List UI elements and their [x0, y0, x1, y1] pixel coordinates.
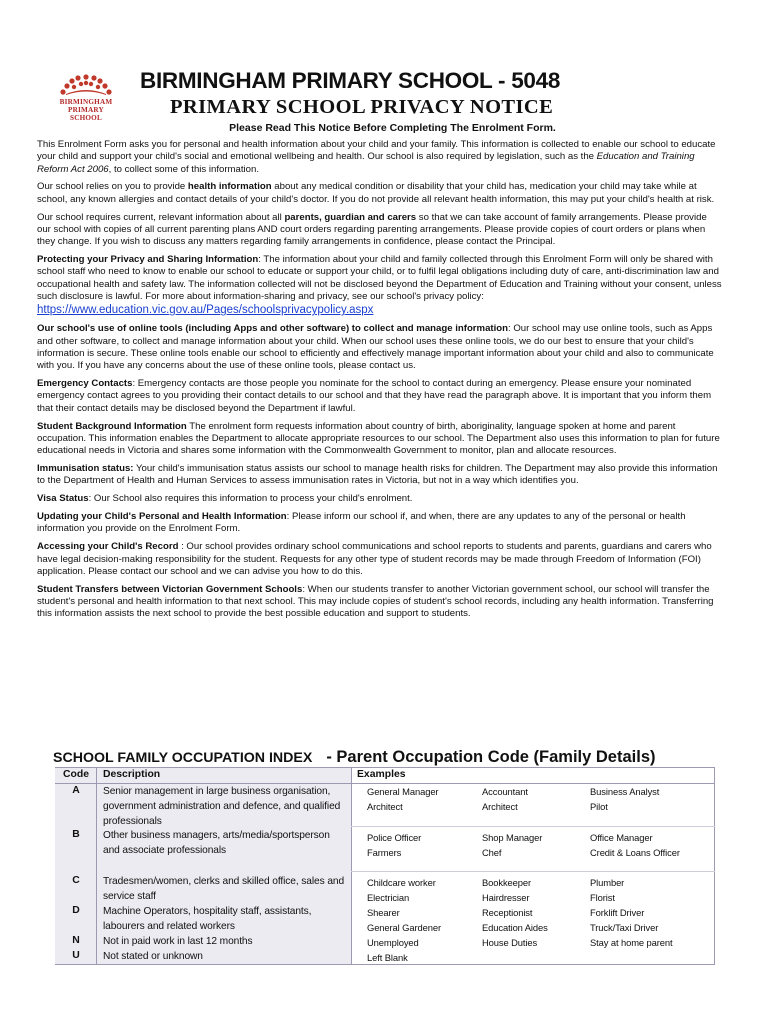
- example: Farmers: [367, 847, 402, 858]
- example: Architect: [367, 801, 403, 812]
- example: Education Aides: [482, 922, 548, 933]
- example: Florist: [590, 892, 615, 903]
- example: Bookkeeper: [482, 877, 532, 888]
- crown-emblem-icon: [58, 74, 114, 96]
- privacy-policy-link[interactable]: https://www.education.vic.gov.au/Pages/schoolsprivacypolicy.aspx: [37, 304, 374, 317]
- example: House Duties: [482, 937, 538, 948]
- online-tools-paragraph: Our school's use of online tools (including Apps and other software) to collect and manage information: Our school may use online tools, such as Apps and other software, to collect and manage information about your child. When our school uses these online tools, we do our best to ensure that your child's information is secure. These online tools enable our school to efficiently and effectively manage important information about your child and also to communicate with you. If you have any concerns about the use of these online tools, please contact us.: [37, 323, 714, 372]
- row-description: Tradesmen/women, clerks and skilled office, sales and service staff: [103, 876, 345, 902]
- notice-body: [37, 139, 723, 626]
- example: Forklift Driver: [590, 907, 645, 918]
- example: Accountant: [482, 786, 528, 797]
- row-code: D: [72, 905, 80, 916]
- example: Receptionist: [482, 907, 533, 918]
- row-description: Other business managers, arts/media/sportsperson and associate professionals: [103, 830, 330, 856]
- health-paragraph: Our school relies on you to provide health information about any medical condition or disability that your child has, medication your child may take while at school, any known allergies and contact details of your child's doctor. If you do not provide all relevant health information, this may put your child's health at risk.: [37, 181, 715, 205]
- example: General Gardener: [367, 922, 441, 933]
- example: Left Blank: [367, 952, 408, 963]
- school-logo: [50, 74, 122, 124]
- updating-paragraph: Updating your Child's Personal and Health Information: Please inform our school if, and when, there are any updates to any of the personal or health information you provide on the Enrolment Form.: [37, 511, 686, 535]
- example: Pilot: [590, 801, 608, 812]
- logo-text-line3: SCHOOL: [70, 114, 102, 122]
- intro-paragraph: This Enrolment Form asks you for personal and health information about your child and your family. This information is collected to enable our school to educate your child and support your child's social and emotional wellbeing and health. Our school is also required by legislation, such as the Education and Training Reform Act 2006, to collect some of this information.: [37, 139, 716, 175]
- notice-subtitle: Please Read This Notice Before Completing The Enrolment Form.: [229, 122, 556, 134]
- row-description: Not in paid work in last 12 months: [103, 936, 253, 947]
- row-code: C: [72, 875, 80, 886]
- school-title: BIRMINGHAM PRIMARY SCHOOL - 5048: [140, 68, 561, 93]
- occupation-index-heading: [53, 748, 733, 767]
- row-code: B: [72, 829, 80, 840]
- occupation-table: [55, 767, 715, 965]
- example: Plumber: [590, 877, 625, 888]
- notice-title: PRIMARY SCHOOL PRIVACY NOTICE: [170, 96, 554, 118]
- example: Shearer: [367, 907, 400, 918]
- transfers-paragraph: Student Transfers between Victorian Government Schools: When our students transfer to another Victorian government school, our school will transfer the student's personal and health information to that next school. This may include copies of student's school records, including any health information. Transferring this information assists the next school to provide the best possible education and support to students.: [37, 583, 714, 620]
- example: Architect: [482, 801, 518, 812]
- row-description: Senior management in large business organisation, government administration and defence, and qualified professionals: [103, 786, 341, 827]
- row-code: N: [72, 935, 80, 946]
- occupation-heading-right: - Parent Occupation Code (Family Details): [326, 748, 656, 766]
- example: Chef: [482, 847, 502, 858]
- emergency-paragraph: Emergency Contacts: Emergency contacts are those people you nominate for the school to contact during an emergency. Please ensure your nominated emergency contact agrees to you providing their contact details to our school and that they have read the paragraph above. It is important that you inform them that their contact details may be disclosed beyond the Department if lawful.: [37, 378, 712, 414]
- example: Hairdresser: [482, 892, 530, 903]
- row-code: A: [72, 785, 80, 796]
- row-description: Machine Operators, hospitality staff, assistants, labourers and related workers: [103, 906, 312, 932]
- logo-text-line1: BIRMINGHAM: [59, 98, 113, 106]
- example: Electrician: [367, 892, 410, 903]
- header-code: Code: [63, 769, 89, 780]
- logo-text-line2: PRIMARY: [68, 106, 104, 114]
- immunisation-paragraph: Immunisation status: Your child's immunisation status assists our school to manage health risks for children. The Department may also provide this information to the Department of Health and Human Services to assess immunisation rates in Victoria, but not in a way which identifies you.: [37, 462, 718, 487]
- example: Stay at home parent: [590, 937, 673, 948]
- example: Police Officer: [367, 832, 422, 843]
- background-paragraph: Student Background Information The enrolment form requests information about country of birth, aboriginality, language spoken at home and parent occupation. This information enables the Department to allocate appropriate resources to our school. The Department also uses this information to plan for future educational needs in Victoria and shares some information with the Commonwealth Government to monitor, plan and allocate resources.: [37, 420, 720, 457]
- visa-paragraph: Visa Status: Our School also requires this information to process your child's enrolment.: [37, 493, 413, 505]
- example: Unemployed: [367, 937, 419, 948]
- parents-paragraph: Our school requires current, relevant information about all parents, guardian and carers so that we can take account of family arrangements. Please provide our school with copies of all current parenting plans AND court orders regarding parenting arrangements. Please provide copies of court orders or plans when they change. If you wish to discuss any matters regarding family arrangements in confidence, please contact the Principal.: [37, 211, 707, 248]
- example: Office Manager: [590, 832, 653, 843]
- example: Childcare worker: [367, 877, 436, 888]
- example: Business Analyst: [590, 786, 660, 797]
- privacy-paragraph: Protecting your Privacy and Sharing Information: The information about your child and family collected through this Enrolment Form will only be shared with school staff who need to know to enable our school to educate or support your child, or to fulfil legal obligations including duty of care, anti-discrimination law and occupational health and safety law. The information collected will not be disclosed beyond the Department of Education and Training without your consent, unless such disclosure is lawful. For more about information-sharing and privacy, see our school's privacy policy: https://www.education.vic.gov.au/Pages/schoolsprivacypolicy.aspx: [37, 254, 722, 317]
- row-description: Not stated or unknown: [103, 951, 203, 962]
- row-code: U: [72, 950, 80, 961]
- header-examples: Examples: [357, 769, 406, 780]
- example: General Manager: [367, 786, 439, 797]
- header-description: Description: [103, 769, 161, 780]
- example: Truck/Taxi Driver: [590, 922, 659, 933]
- example: Shop Manager: [482, 832, 543, 843]
- example: Credit & Loans Officer: [590, 847, 680, 858]
- accessing-paragraph: Accessing your Child's Record : Our school provides ordinary school communications and school reports to students and parents, guardians and carers who have legal decision-making responsibility for the student. Requests for any other type of student records may be made through Freedom of Information (FOI) application. Please contact our school and we can advise you how to do this.: [37, 541, 712, 577]
- occupation-heading-left: SCHOOL FAMILY OCCUPATION INDEX: [53, 750, 313, 766]
